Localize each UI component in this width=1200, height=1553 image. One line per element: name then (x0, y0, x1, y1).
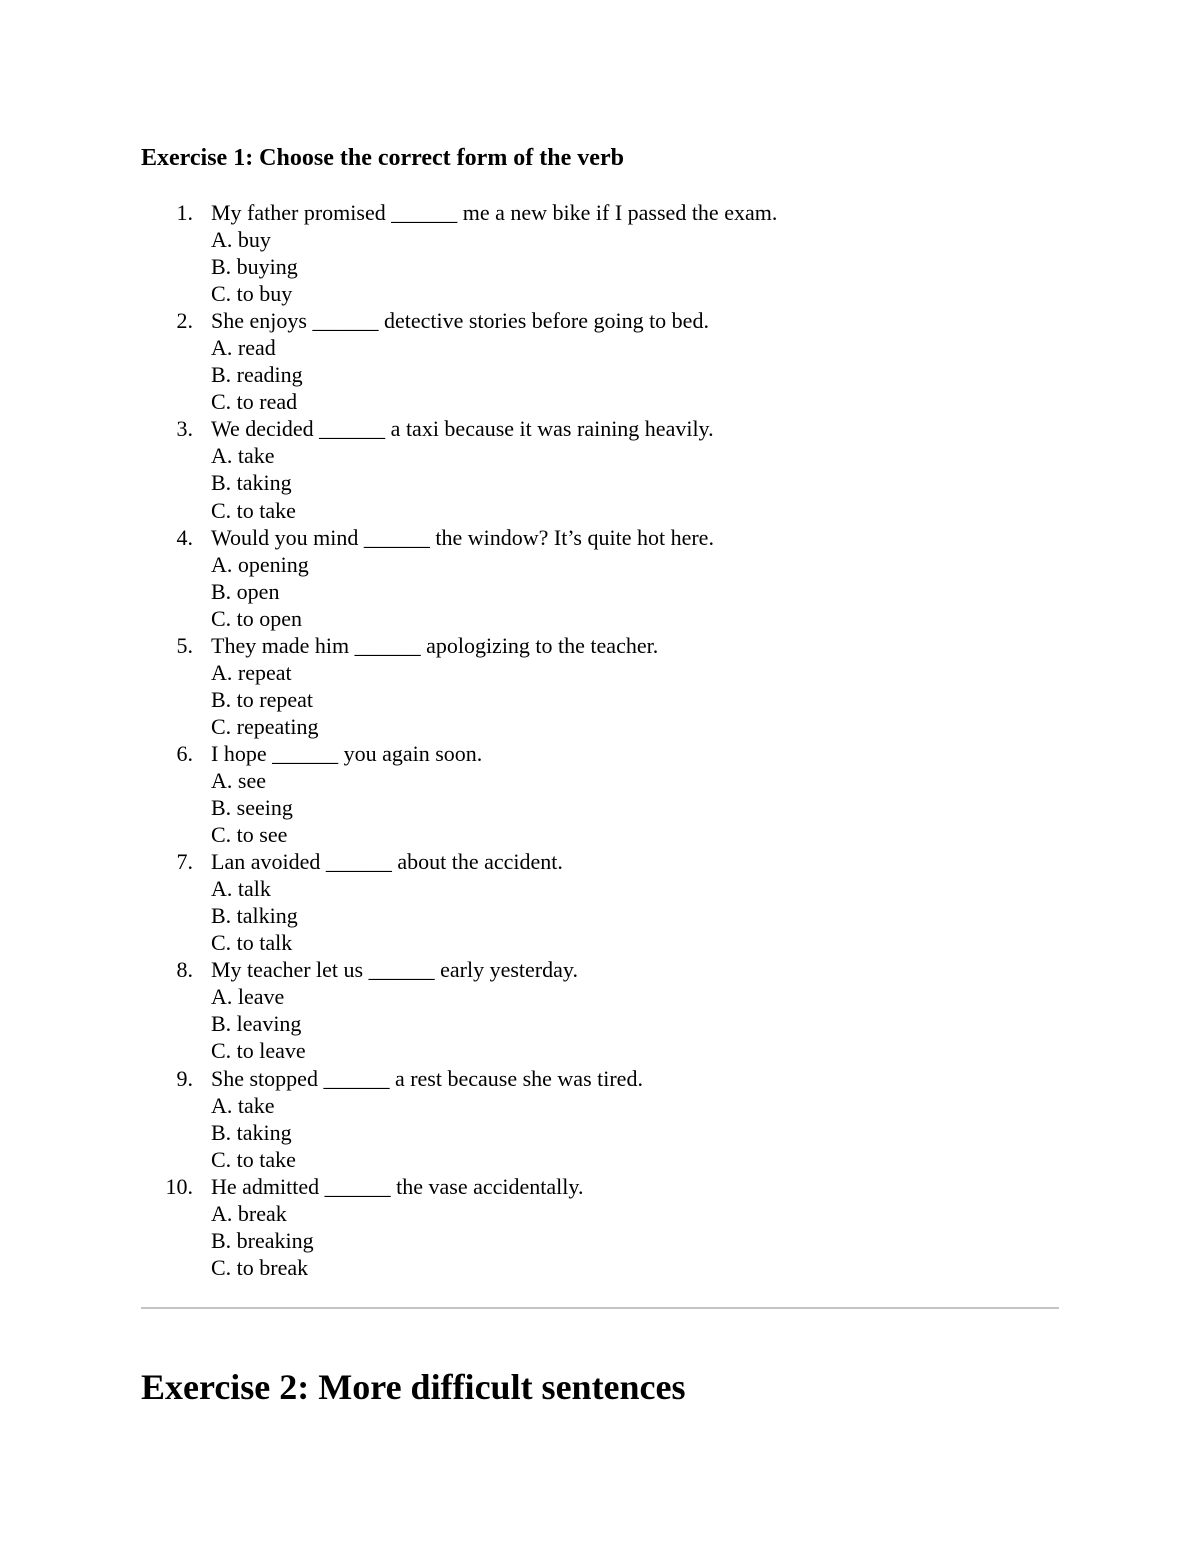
question-text: I hope ______ you again soon. (211, 740, 483, 766)
option-a: A. repeat (211, 659, 292, 685)
question-text: Would you mind ______ the window? It’s quite hot here. (211, 524, 714, 550)
option-a: A. see (211, 767, 266, 793)
question-text: She stopped ______ a rest because she was tired. (211, 1065, 643, 1091)
option-a: A. leave (211, 984, 285, 1010)
option-b: B. reading (211, 362, 303, 388)
question-number: 5. (176, 632, 193, 658)
option-b: B. taking (211, 470, 292, 496)
question-text: We decided ______ a taxi because it was raining heavily. (211, 416, 714, 442)
option-c: C. to take (211, 497, 296, 523)
question-number: 10. (165, 1173, 193, 1199)
question-number: 9. (176, 1065, 193, 1091)
question-item (0, 199, 1200, 307)
question-item (0, 524, 1200, 632)
option-a: A. opening (211, 551, 309, 577)
question-text: He admitted ______ the vase accidentally. (211, 1173, 584, 1199)
question-item (0, 1173, 1200, 1281)
question-list (0, 199, 1200, 1281)
option-c: C. to leave (211, 1038, 306, 1064)
option-c: C. to break (211, 1254, 309, 1280)
option-a: A. take (211, 1092, 275, 1118)
option-b: B. taking (211, 1119, 292, 1145)
exercise-1-heading: Exercise 1: Choose the correct form of the verb (141, 145, 624, 171)
question-item (0, 740, 1200, 848)
question-text: My father promised ______ me a new bike if I passed the exam. (211, 200, 778, 225)
option-c: C. to read (211, 389, 298, 415)
question-number: 1. (176, 200, 193, 225)
question-item (0, 632, 1200, 740)
option-a: A. take (211, 443, 275, 469)
question-item (0, 956, 1200, 1064)
option-c: C. to see (211, 822, 288, 848)
option-b: B. breaking (211, 1227, 314, 1253)
question-item (0, 1065, 1200, 1173)
question-item (0, 848, 1200, 956)
option-a: A. talk (211, 876, 271, 902)
question-number: 7. (176, 849, 193, 875)
question-text: They made him ______ apologizing to the teacher. (211, 632, 659, 658)
question-item (0, 415, 1200, 523)
question-number: 8. (176, 957, 193, 983)
option-b: B. to repeat (211, 686, 314, 712)
option-c: C. to buy (211, 281, 293, 307)
question-text: Lan avoided ______ about the accident. (211, 849, 563, 875)
option-b: B. buying (211, 254, 298, 280)
option-a: A. break (211, 1200, 287, 1226)
option-a: A. read (211, 335, 276, 361)
option-b: B. open (211, 578, 280, 604)
option-b: B. seeing (211, 795, 293, 821)
question-item (0, 307, 1200, 415)
option-c: C. to talk (211, 930, 293, 956)
question-text: She enjoys ______ detective stories before going to bed. (211, 308, 709, 334)
question-number: 2. (176, 308, 193, 334)
question-number: 3. (176, 416, 193, 442)
option-c: C. repeating (211, 713, 319, 739)
section-divider (141, 1307, 1059, 1309)
question-number: 4. (176, 524, 193, 550)
option-a: A. buy (211, 227, 271, 253)
option-c: C. to take (211, 1146, 296, 1172)
option-b: B. talking (211, 903, 298, 929)
question-number: 6. (176, 740, 193, 766)
question-text: My teacher let us ______ early yesterday. (211, 957, 578, 983)
option-b: B. leaving (211, 1011, 302, 1037)
option-c: C. to open (211, 605, 303, 631)
exercise-2-heading: Exercise 2: More difficult sentences (141, 1367, 686, 1407)
